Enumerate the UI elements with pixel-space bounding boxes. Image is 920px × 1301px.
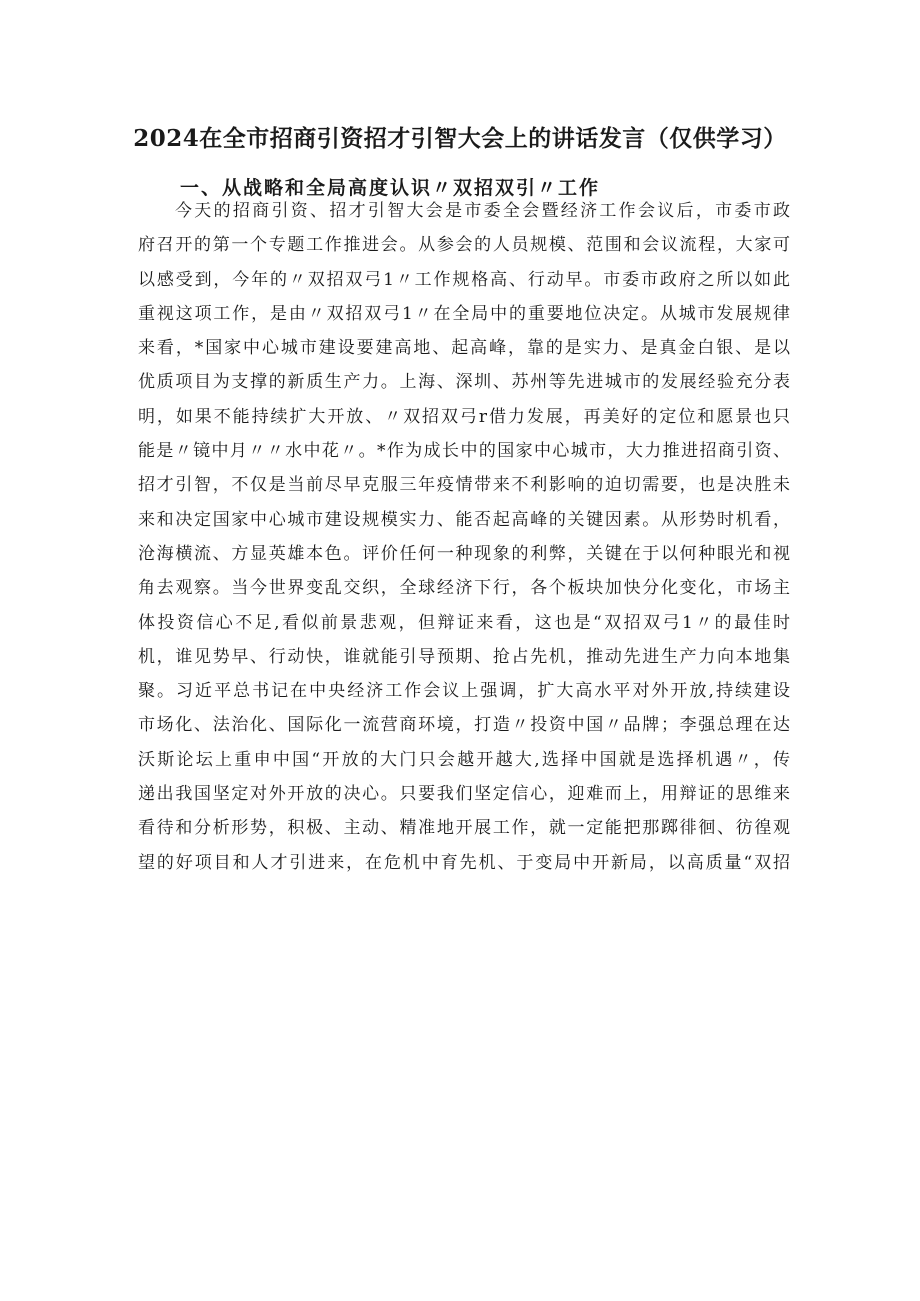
paragraph-line: 优质项目为支撑的新质生产力。上海、深圳、苏州等先进城市的发展经验充分表 xyxy=(138,372,790,393)
paragraph-line: 明，如果不能持续扩大开放、〃双招双弓r借力发展，再美好的定位和愿景也只 xyxy=(138,406,790,427)
paragraph-line: 以感受到，今年的〃双招双弓1〃工作规格高、行动早。市委市政府之所以如此 xyxy=(138,269,790,290)
document-title: 2024在全市招商引资招才引智大会上的讲话发言（仅供学习） xyxy=(133,125,787,152)
paragraph-line: 府召开的第一个专题工作推进会。从参会的人员规模、范围和会议流程，大家可 xyxy=(138,235,790,256)
paragraph-line: 来看，*国家中心城市建设要建高地、起高峰，靠的是实力、是真金白银、是以 xyxy=(138,338,790,359)
paragraph-line: 来和决定国家中心城市建设规模实力、能否起高峰的关键因素。从形势时机看， xyxy=(138,509,790,530)
paragraph-line: 角去观察。当今世界变乱交织，全球经济下行，各个板块加快分化变化，市场主 xyxy=(138,578,790,599)
body-paragraph xyxy=(138,194,790,880)
paragraph-line: 能是〃镜中月〃〃水中花〃。*作为成长中的国家中心城市，大力推进招商引资、 xyxy=(138,441,790,462)
paragraph-line: 体投资信心不足,看似前景悲观，但辩证来看，这也是“双招双弓1〃的最佳时 xyxy=(138,612,790,633)
paragraph-line: 递出我国坚定对外开放的决心。只要我们坚定信心，迎难而上，用辩证的思维来 xyxy=(138,784,790,805)
paragraph-line: 重视这项工作，是由〃双招双弓1〃在全局中的重要地位决定。从城市发展规律 xyxy=(138,303,790,324)
paragraph-line: 今天的招商引资、招才引智大会是市委全会暨经济工作会议后，市委市政 xyxy=(175,201,790,221)
paragraph-line: 机，谁见势早、行动快，谁就能引导预期、抢占先机，推动先进生产力向本地集 xyxy=(138,646,790,667)
paragraph-line: 沧海横流、方显英雄本色。评价任何一种现象的利弊，关键在于以何种眼光和视 xyxy=(138,543,790,564)
paragraph-line: 市场化、法治化、国际化一流营商环境，打造〃投资中国〃品牌；李强总理在达 xyxy=(138,715,790,736)
paragraph-line: 聚。习近平总书记在中央经济工作会议上强调，扩大高水平对外开放,持续建设 xyxy=(138,681,790,702)
paragraph-line: 招才引智，不仅是当前尽早克服三年疫情带来不利影响的迫切需要，也是决胜未 xyxy=(138,475,790,496)
paragraph-line: 沃斯论坛上重申中国“开放的大门只会越开越大,选择中国就是选择机遇〃，传 xyxy=(138,749,790,770)
paragraph-line: 看待和分析形势，积极、主动、精准地开展工作，就一定能把那踯徘徊、彷徨观 xyxy=(138,818,790,839)
section-heading: 一、从战略和全局高度认识〃双招双引〃工作 xyxy=(180,177,601,199)
paragraph-line: 望的好项目和人才引进来，在危机中育先机、于变局中开新局，以高质量“双招 xyxy=(138,852,790,873)
